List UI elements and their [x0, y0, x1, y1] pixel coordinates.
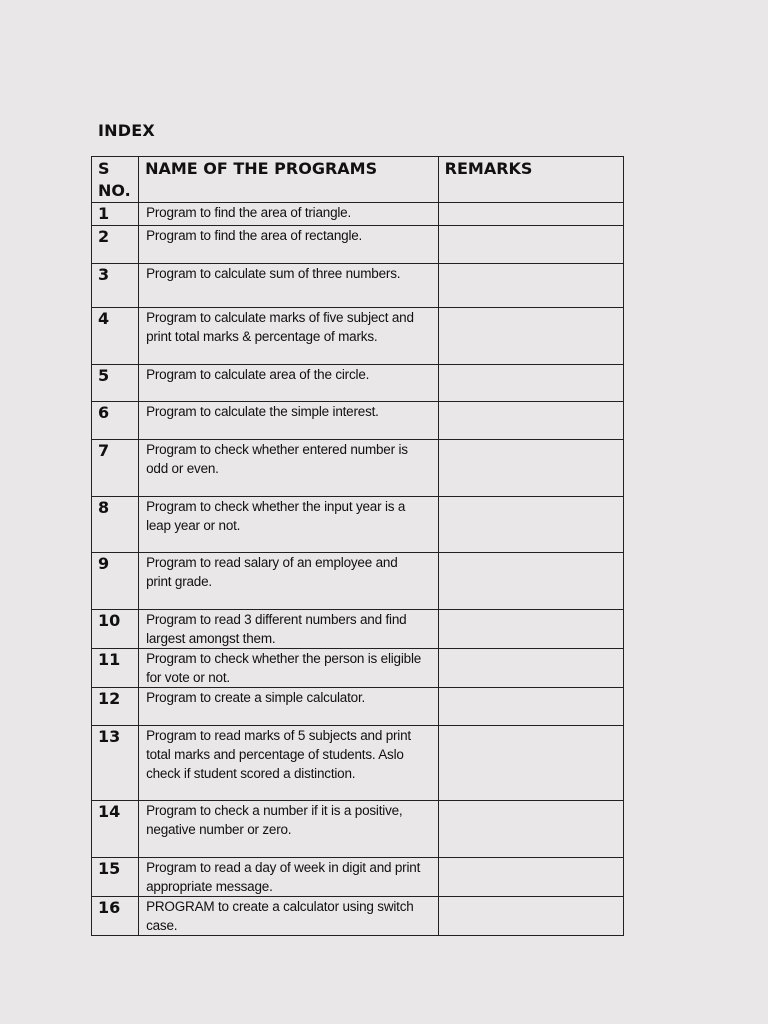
remarks-cell — [438, 610, 623, 649]
row-number: 13 — [92, 726, 139, 801]
remarks-cell — [438, 203, 623, 226]
table-row — [92, 365, 624, 402]
program-name-cell — [139, 858, 439, 897]
table-row — [92, 610, 624, 649]
remarks-cell — [438, 801, 623, 858]
remarks-cell — [438, 226, 623, 264]
row-number: 11 — [92, 649, 139, 688]
table-row — [92, 897, 624, 936]
remarks-cell — [438, 264, 623, 308]
table-row — [92, 440, 624, 497]
program-name-cell — [139, 553, 439, 610]
remarks-cell — [438, 553, 623, 610]
remarks-cell — [438, 688, 623, 726]
program-name-cell — [139, 203, 439, 226]
program-name: Program to read marks of 5 subjects and print total marks and percentage of students. Aslo check if student scored a distinction. — [146, 728, 411, 781]
row-number: 5 — [92, 365, 139, 402]
program-name: Program to calculate the simple interest. — [146, 404, 379, 419]
program-name-cell — [139, 402, 439, 440]
header-sno-line1: S — [98, 159, 110, 178]
remarks-cell — [438, 649, 623, 688]
row-number: 8 — [92, 497, 139, 553]
table-row — [92, 308, 624, 365]
remarks-cell — [438, 402, 623, 440]
program-name: Program to check whether entered number is odd or even. — [146, 442, 408, 476]
remarks-cell — [438, 858, 623, 897]
table-row — [92, 264, 624, 308]
row-number: 6 — [92, 402, 139, 440]
header-name: NAME OF THE PROGRAMS — [139, 157, 439, 203]
row-number: 15 — [92, 858, 139, 897]
table-body — [92, 203, 624, 936]
program-name: Program to check whether the input year is a leap year or not. — [146, 499, 406, 533]
program-name: PROGRAM to create a calculator using switch case. — [146, 899, 414, 933]
row-number: 2 — [92, 226, 139, 264]
program-name: Program to create a simple calculator. — [146, 690, 366, 705]
row-number: 12 — [92, 688, 139, 726]
row-number: 9 — [92, 553, 139, 610]
program-name-cell — [139, 440, 439, 497]
remarks-cell — [438, 726, 623, 801]
program-name-cell — [139, 226, 439, 264]
program-name: Program to calculate sum of three numbers. — [146, 266, 401, 281]
row-number: 7 — [92, 440, 139, 497]
page-title: INDEX — [98, 121, 155, 140]
row-number: 10 — [92, 610, 139, 649]
row-number: 4 — [92, 308, 139, 365]
program-name-cell — [139, 497, 439, 553]
row-number: 3 — [92, 264, 139, 308]
program-name-cell — [139, 801, 439, 858]
header-sno-line2: NO. — [98, 181, 131, 200]
table-row — [92, 203, 624, 226]
table-row — [92, 726, 624, 801]
program-name-cell — [139, 264, 439, 308]
row-number: 14 — [92, 801, 139, 858]
table-row — [92, 649, 624, 688]
remarks-cell — [438, 365, 623, 402]
table-row — [92, 497, 624, 553]
program-name-cell — [139, 649, 439, 688]
program-name: Program to find the area of rectangle. — [146, 228, 363, 243]
table-row — [92, 801, 624, 858]
remarks-cell — [438, 308, 623, 365]
program-name-cell — [139, 897, 439, 936]
program-name: Program to find the area of triangle. — [146, 205, 352, 220]
program-name-cell — [139, 308, 439, 365]
program-name: Program to read a day of week in digit and print appropriate message. — [146, 860, 421, 894]
header-sno — [92, 157, 139, 203]
row-number: 1 — [92, 203, 139, 226]
table-row — [92, 402, 624, 440]
table-row — [92, 858, 624, 897]
program-name: Program to calculate marks of five subject and print total marks & percentage of marks. — [146, 310, 414, 344]
program-name: Program to check whether the person is eligible for vote or not. — [146, 651, 422, 685]
program-name-cell — [139, 688, 439, 726]
header-remarks: REMARKS — [438, 157, 623, 203]
program-name: Program to read 3 different numbers and find largest amongst them. — [146, 612, 407, 646]
program-name: Program to calculate area of the circle. — [146, 367, 370, 382]
remarks-cell — [438, 497, 623, 553]
row-number: 16 — [92, 897, 139, 936]
remarks-cell — [438, 440, 623, 497]
table-row — [92, 226, 624, 264]
program-name: Program to read salary of an employee and print grade. — [146, 555, 398, 589]
program-name-cell — [139, 610, 439, 649]
remarks-cell — [438, 897, 623, 936]
table-row — [92, 688, 624, 726]
table-row — [92, 553, 624, 610]
program-name-cell — [139, 726, 439, 801]
index-table — [91, 156, 624, 936]
table-header-row — [92, 157, 624, 203]
program-name: Program to check a number if it is a positive, negative number or zero. — [146, 803, 403, 837]
program-name-cell — [139, 365, 439, 402]
